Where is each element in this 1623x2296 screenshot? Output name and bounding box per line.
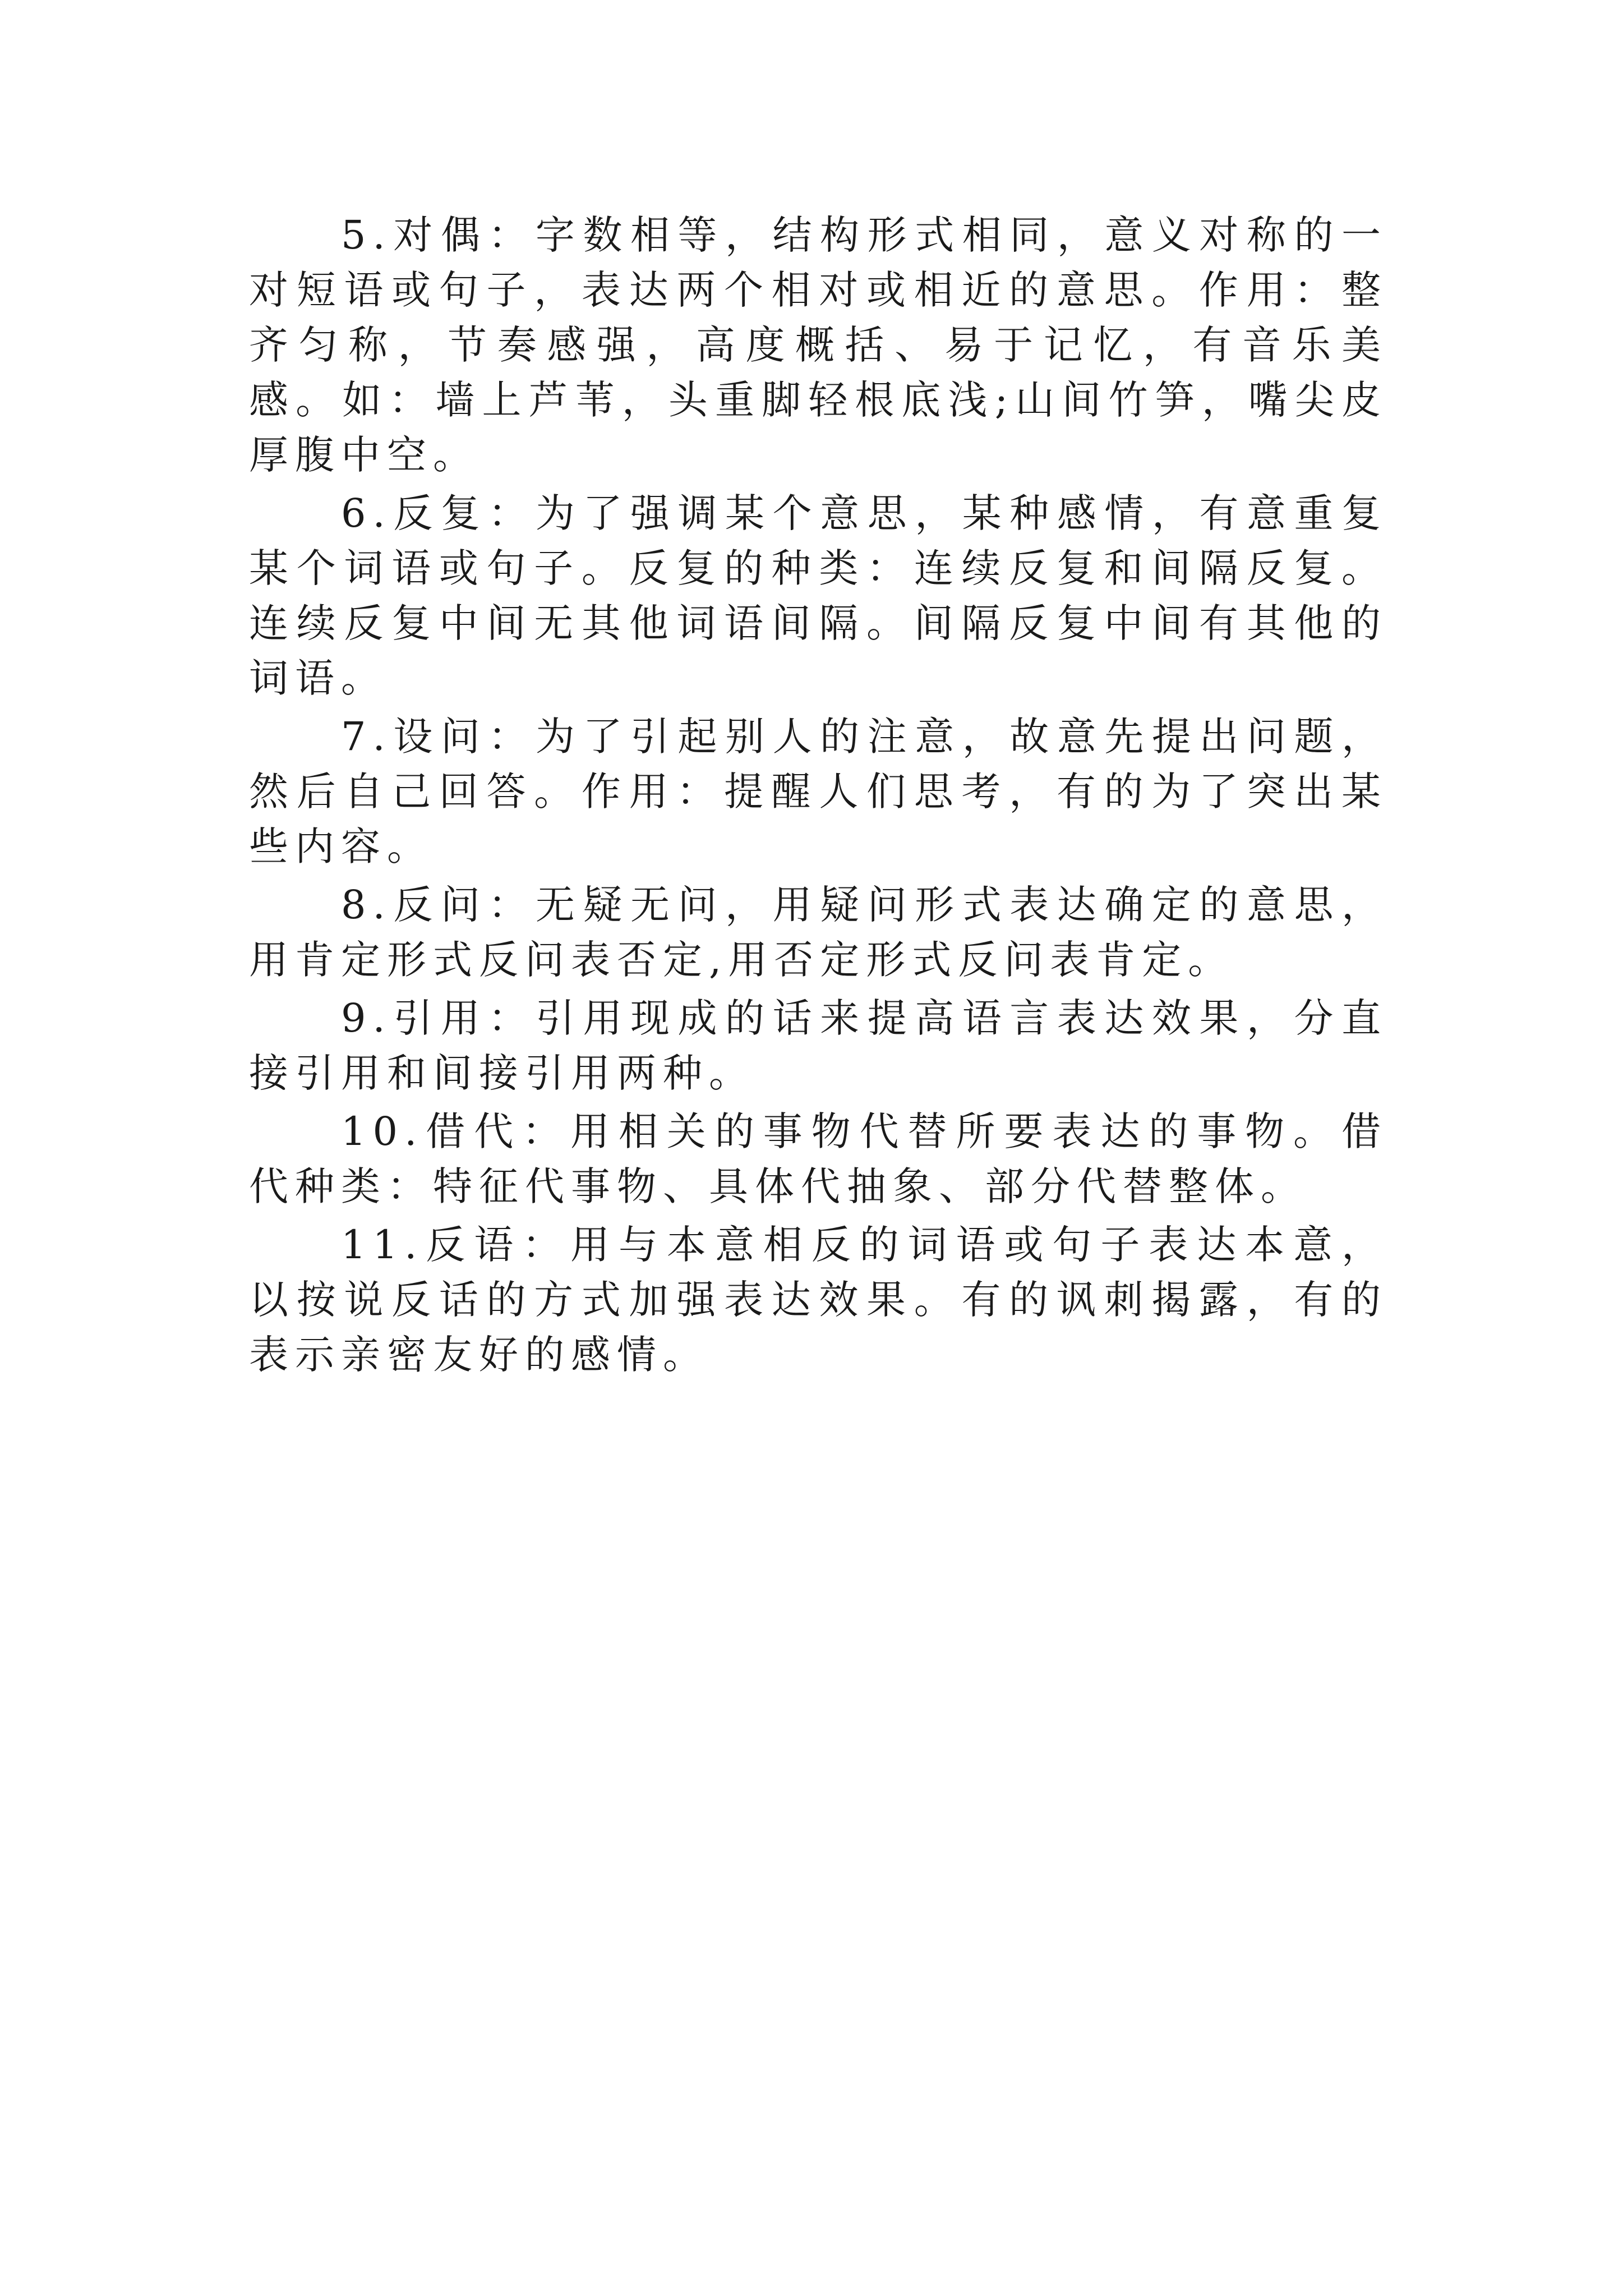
paragraph-shewen: 7.设问：为了引起别人的注意，故意先提出问题，然后自己回答。作用：提醒人们思考，有的为了突出某些内容。: [249, 714, 1387, 869]
paragraph-fanfu: 6.反复：为了强调某个意思，某种感情，有意重复某个词语或句子。反复的种类：连续反复和间隔反复。连续反复中间无其他词语间隔。间隔反复中间有其他的词语。: [249, 490, 1387, 701]
paragraph-fanyu: 11.反语：用与本意相反的词语或句子表达本意，以按说反话的方式加强表达效果。有的讽刺揭露，有的表示亲密友好的感情。: [249, 1222, 1387, 1378]
paragraph-jiedai: 10.借代：用相关的事物代替所要表达的事物。借代种类：特征代事物、具体代抽象、部分代替整体。: [249, 1108, 1387, 1209]
paragraph-yinyong: 9.引用：引用现成的话来提高语言表达效果，分直接引用和间接引用两种。: [249, 995, 1387, 1096]
paragraph-fanwen: 8.反问：无疑无问，用疑问形式表达确定的意思，用肯定形式反问表否定,用否定形式反问表肯定。: [249, 882, 1387, 983]
paragraph-duiou: 5.对偶：字数相等，结构形式相同，意义对称的一对短语或句子，表达两个相对或相近的意思。作用：整齐匀称，节奏感强，高度概括、易于记忆，有音乐美感。如：墙上芦苇，头重脚轻根底浅;山间竹笋，嘴尖皮厚腹中空。: [249, 212, 1387, 478]
document-body: [249, 208, 1387, 1386]
